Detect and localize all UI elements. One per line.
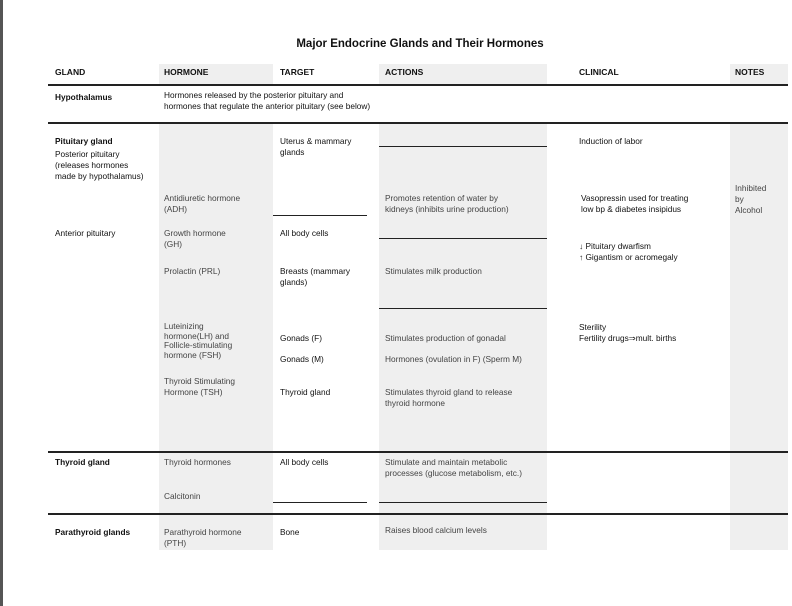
adh-notes: Inhibited by Alcohol [735, 183, 767, 215]
page-title: Major Endocrine Glands and Their Hormones [296, 38, 544, 50]
col-notes: NOTES [735, 67, 765, 77]
adh-target-rule [273, 215, 367, 216]
prl-action-rule [379, 308, 547, 309]
lh-target-male: Gonads (M) [280, 354, 324, 364]
parathyroid-action: Raises blood calcium levels [385, 525, 487, 535]
anterior-pituitary-label: Anterior pituitary [55, 228, 116, 238]
tsh-action: Stimulates thyroid gland to release thyroid hormone [385, 387, 513, 408]
gh-target: All body cells [280, 228, 329, 238]
calcitonin-target-rule [273, 502, 367, 503]
oxytocin-action-rule [379, 146, 547, 147]
tsh-target: Thyroid gland [280, 387, 331, 397]
gh-hormone: Growth hormone (GH) [164, 228, 226, 249]
oxytocin-target: Uterus & mammary glands [280, 136, 352, 157]
header-rule [48, 84, 788, 86]
col-gland: GLAND [55, 67, 86, 77]
posterior-pituitary-label: Posterior pituitary (releases hormones made by hypothalamus) [55, 149, 144, 181]
pituitary-gland: Pituitary gland [55, 136, 113, 146]
pituitary-rule [48, 451, 788, 453]
lh-clinical: Sterility Fertility drugs⇒mult. births [579, 322, 677, 343]
col-clinical: CLINICAL [579, 67, 619, 77]
oxytocin-clinical: Induction of labor [579, 136, 643, 146]
lh-action-1: Stimulates production of gonadal [385, 333, 506, 343]
parathyroid-hormone: Parathyroid hormone (PTH) [164, 527, 242, 548]
thyroid-rule [48, 513, 788, 515]
adh-clinical: Vasopressin used for treating low bp & diabetes insipidus [581, 193, 689, 214]
tsh-hormone: Thyroid Stimulating Hormone (TSH) [164, 376, 236, 397]
calcitonin-action-rule [379, 502, 547, 503]
lh-target-female: Gonads (F) [280, 333, 322, 343]
prl-target: Breasts (mammary glands) [280, 266, 351, 287]
thyroid-action: Stimulate and maintain metabolic processes (glucose metabolism, etc.) [385, 457, 522, 478]
col-actions: ACTIONS [385, 67, 424, 77]
adh-action: Promotes retention of water by kidneys (inhibits urine production) [385, 193, 509, 214]
prl-action: Stimulates milk production [385, 266, 482, 276]
adh-action-rule [379, 238, 547, 239]
calcitonin-hormone: Calcitonin [164, 491, 201, 501]
col-target: TARGET [280, 67, 315, 77]
adh-hormone: Antidiuretic hormone (ADH) [164, 193, 241, 214]
lh-fsh-hormone: Luteinizing hormone(LH) and Follicle-stimulating hormone (FSH) [164, 321, 233, 360]
thyroid-gland: Thyroid gland [55, 457, 110, 467]
gh-clinical: ↓ Pituitary dwarfism ↑ Gigantism or acromegaly [579, 241, 678, 262]
thyroid-hormone: Thyroid hormones [164, 457, 231, 467]
page-edge [0, 0, 3, 606]
parathyroid-gland: Parathyroid glands [55, 527, 131, 537]
hypothalamus-hormone: Hormones released by the posterior pituitary and hormones that regulate the anterior pituitary (see below) [164, 90, 371, 111]
hypothalamus-rule [48, 122, 788, 124]
thyroid-target: All body cells [280, 457, 329, 467]
hypothalamus-gland: Hypothalamus [55, 92, 113, 102]
parathyroid-target: Bone [280, 527, 300, 537]
lh-action-2: Hormones (ovulation in F) (Sperm M) [385, 354, 522, 364]
col-hormone: HORMONE [164, 67, 209, 77]
prl-hormone: Prolactin (PRL) [164, 266, 221, 276]
